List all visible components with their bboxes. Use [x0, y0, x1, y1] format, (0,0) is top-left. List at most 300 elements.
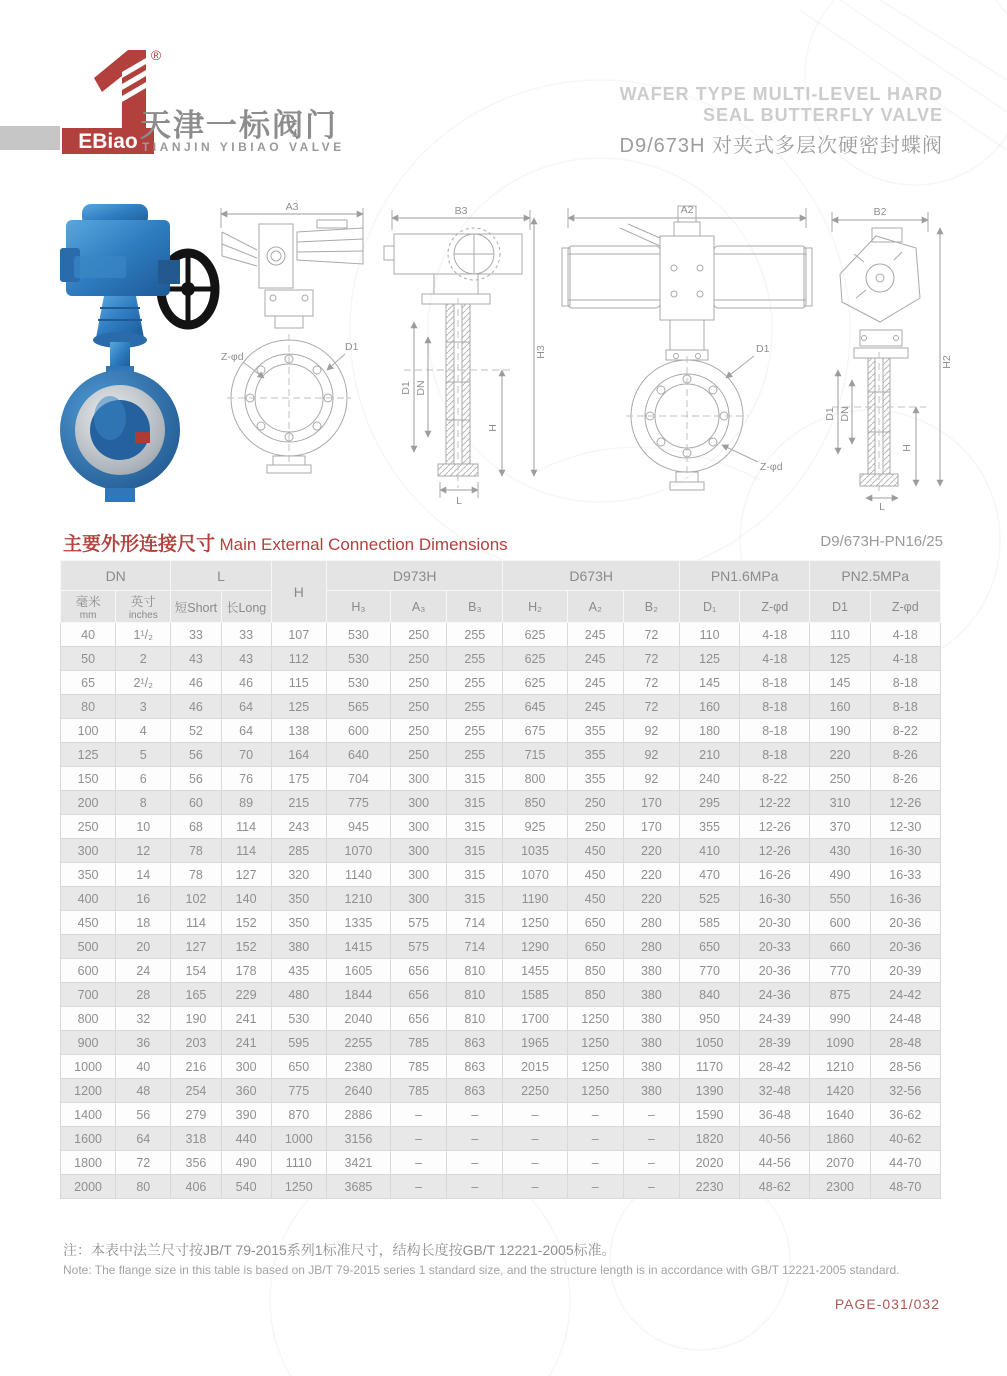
table-cell: 250 — [567, 815, 623, 839]
table-cell: 8-18 — [740, 743, 810, 767]
table-cell: 370 — [810, 815, 870, 839]
table-cell: 2000 — [61, 1175, 116, 1199]
table-cell: 8-26 — [870, 767, 940, 791]
table-cell: 380 — [623, 983, 679, 1007]
table-cell: 1290 — [503, 935, 567, 959]
table-cell: 656 — [391, 959, 447, 983]
table-cell: 530 — [326, 647, 390, 671]
table-cell: 245 — [567, 623, 623, 647]
dim-label-l: L — [879, 501, 885, 510]
table-cell: 1110 — [271, 1151, 326, 1175]
table-cell: 450 — [61, 911, 116, 935]
table-cell: 20-33 — [740, 935, 810, 959]
table-cell: 110 — [810, 623, 870, 647]
table-cell: 14 — [116, 863, 171, 887]
table-cell: 255 — [447, 671, 503, 695]
table-cell: 32-48 — [740, 1079, 810, 1103]
table-cell: 675 — [503, 719, 567, 743]
table-cell: 78 — [171, 839, 221, 863]
table-cell: 1590 — [679, 1103, 739, 1127]
column-header: 毫米 mm — [61, 591, 116, 623]
product-title-block — [620, 84, 944, 158]
column-header: Z-φd — [740, 591, 810, 623]
table-cell: 8-22 — [740, 767, 810, 791]
table-cell: 3685 — [326, 1175, 390, 1199]
table-cell: 210 — [679, 743, 739, 767]
column-group-d973h: D973H — [326, 561, 503, 591]
table-cell: 16-26 — [740, 863, 810, 887]
table-cell: 640 — [326, 743, 390, 767]
table-cell: 8-18 — [740, 671, 810, 695]
table-cell: 245 — [567, 671, 623, 695]
table-cell: 575 — [391, 911, 447, 935]
table-cell: 20-36 — [870, 911, 940, 935]
table-cell: 127 — [221, 863, 271, 887]
table-cell: 406 — [171, 1175, 221, 1199]
valve-drawings — [52, 198, 957, 510]
table-cell: 1250 — [567, 1079, 623, 1103]
table-cell: 704 — [326, 767, 390, 791]
table-cell: 1210 — [326, 887, 390, 911]
table-cell: – — [567, 1175, 623, 1199]
table-cell: 1¹/₂ — [116, 623, 171, 647]
table-cell: 28-48 — [870, 1031, 940, 1055]
table-row — [61, 1055, 941, 1079]
table-cell: 1390 — [679, 1079, 739, 1103]
table-cell: 1400 — [61, 1103, 116, 1127]
table-cell: 1965 — [503, 1031, 567, 1055]
table-cell: 28-56 — [870, 1055, 940, 1079]
table-cell: 40-62 — [870, 1127, 940, 1151]
table-row — [61, 719, 941, 743]
table-cell: 3421 — [326, 1151, 390, 1175]
dim-label-dn: DN — [415, 380, 427, 396]
table-cell: 320 — [271, 863, 326, 887]
registered-mark: ® — [150, 47, 162, 63]
table-row — [61, 1127, 941, 1151]
table-cell: 107 — [271, 623, 326, 647]
table-cell: – — [623, 1151, 679, 1175]
table-cell: – — [567, 1103, 623, 1127]
table-cell: 863 — [447, 1031, 503, 1055]
table-cell: 114 — [221, 815, 271, 839]
table-cell: 715 — [503, 743, 567, 767]
table-cell: 4-18 — [740, 623, 810, 647]
product-title-en-line2: SEAL BUTTERFLY VALVE — [702, 105, 943, 125]
table-cell: 190 — [171, 1007, 221, 1031]
column-header: 英寸 inches — [116, 591, 171, 623]
table-cell: 12-26 — [740, 839, 810, 863]
table-cell: 160 — [679, 695, 739, 719]
table-cell: 250 — [567, 791, 623, 815]
table-cell: 1250 — [271, 1175, 326, 1199]
table-cell: 154 — [171, 959, 221, 983]
table-cell: 138 — [271, 719, 326, 743]
table-cell: 16-30 — [870, 839, 940, 863]
table-cell: 1000 — [271, 1127, 326, 1151]
table-cell: 6 — [116, 767, 171, 791]
table-cell: 43 — [171, 647, 221, 671]
table-cell: 1420 — [810, 1079, 870, 1103]
table-cell: 165 — [171, 983, 221, 1007]
table-cell: 1860 — [810, 1127, 870, 1151]
table-cell: 2040 — [326, 1007, 390, 1031]
column-group-pn2-5mpa: PN2.5MPa — [810, 561, 941, 591]
table-cell: 20-36 — [740, 959, 810, 983]
table-cell: 4-18 — [740, 647, 810, 671]
table-cell: 220 — [623, 863, 679, 887]
table-cell: 140 — [221, 887, 271, 911]
table-cell: 164 — [271, 743, 326, 767]
table-cell: 203 — [171, 1031, 221, 1055]
table-cell: 315 — [447, 815, 503, 839]
table-cell: 12 — [116, 839, 171, 863]
model-code: D9/673H-PN16/25 — [820, 533, 943, 550]
table-cell: 315 — [447, 767, 503, 791]
table-row — [61, 647, 941, 671]
table-cell: 1050 — [679, 1031, 739, 1055]
table-cell: 114 — [171, 911, 221, 935]
table-cell: 12-30 — [870, 815, 940, 839]
table-cell: – — [503, 1175, 567, 1199]
table-cell: 24-36 — [740, 983, 810, 1007]
table-cell: 60 — [171, 791, 221, 815]
table-cell: 12-22 — [740, 791, 810, 815]
table-cell: 2255 — [326, 1031, 390, 1055]
table-cell: 600 — [810, 911, 870, 935]
column-header: B₃ — [447, 591, 503, 623]
table-cell: 355 — [567, 767, 623, 791]
table-cell: 44-56 — [740, 1151, 810, 1175]
table-cell: 254 — [171, 1079, 221, 1103]
table-cell: 650 — [567, 911, 623, 935]
table-cell: 380 — [623, 1031, 679, 1055]
dim-label-h: H — [487, 424, 499, 432]
table-cell: 2250 — [503, 1079, 567, 1103]
section-title-cn: 主要外形连接尺寸 — [63, 534, 216, 555]
company-name-en: TIANJIN YIBIAO VALVE — [142, 140, 345, 154]
table-cell: 300 — [391, 863, 447, 887]
table-cell: 241 — [221, 1007, 271, 1031]
table-cell: 5 — [116, 743, 171, 767]
table-cell: 3156 — [326, 1127, 390, 1151]
table-cell: 355 — [567, 743, 623, 767]
table-cell: 310 — [810, 791, 870, 815]
table-cell: 1090 — [810, 1031, 870, 1055]
table-cell: 250 — [391, 647, 447, 671]
table-cell: – — [567, 1151, 623, 1175]
table-row — [61, 767, 941, 791]
table-cell: 2886 — [326, 1103, 390, 1127]
table-cell: 625 — [503, 671, 567, 695]
table-cell: – — [447, 1103, 503, 1127]
dim-label-z-phid: Z-φd — [221, 351, 244, 363]
table-cell: 28-42 — [740, 1055, 810, 1079]
drawing-pneumatic-front — [562, 204, 812, 490]
table-cell: 250 — [810, 767, 870, 791]
table-cell: 20 — [116, 935, 171, 959]
table-cell: 435 — [271, 959, 326, 983]
section-header — [63, 529, 943, 556]
table-cell: 356 — [171, 1151, 221, 1175]
table-cell: 1700 — [503, 1007, 567, 1031]
dim-label-d1: D1 — [400, 381, 412, 395]
table-cell: 1070 — [326, 839, 390, 863]
company-name-cn: 天津一标阀门 — [140, 108, 338, 143]
table-cell: 650 — [567, 935, 623, 959]
table-cell: 280 — [623, 935, 679, 959]
table-cell: 875 — [810, 983, 870, 1007]
table-cell: 285 — [271, 839, 326, 863]
table-cell: 1800 — [61, 1151, 116, 1175]
table-cell: 28-39 — [740, 1031, 810, 1055]
dim-label-b3: B3 — [454, 205, 468, 217]
table-cell: 480 — [271, 983, 326, 1007]
table-cell: 72 — [623, 647, 679, 671]
table-cell: 925 — [503, 815, 567, 839]
table-cell: – — [623, 1175, 679, 1199]
table-row — [61, 1175, 941, 1199]
table-cell: 112 — [271, 647, 326, 671]
table-row — [61, 959, 941, 983]
dim-label-h: H — [901, 444, 913, 452]
product-title-cn: D9/673H 对夹式多层次硬密封蝶阀 — [619, 135, 943, 157]
table-cell: 80 — [61, 695, 116, 719]
table-cell: 595 — [271, 1031, 326, 1055]
table-cell: 52 — [171, 719, 221, 743]
table-cell: – — [391, 1127, 447, 1151]
table-cell: 72 — [623, 671, 679, 695]
table-cell: 1250 — [503, 911, 567, 935]
column-header: 短Short — [171, 591, 221, 623]
table-cell: 215 — [271, 791, 326, 815]
table-cell: 575 — [391, 935, 447, 959]
table-cell: 240 — [679, 767, 739, 791]
table-row — [61, 983, 941, 1007]
table-cell: 300 — [221, 1055, 271, 1079]
table-cell: 1190 — [503, 887, 567, 911]
table-row — [61, 911, 941, 935]
table-cell: 470 — [679, 863, 739, 887]
table-row — [61, 1079, 941, 1103]
table-cell: 1250 — [567, 1031, 623, 1055]
table-cell: 1200 — [61, 1079, 116, 1103]
table-cell: – — [503, 1151, 567, 1175]
table-cell: 36 — [116, 1031, 171, 1055]
table-row — [61, 839, 941, 863]
table-cell: 300 — [391, 767, 447, 791]
table-cell: – — [447, 1175, 503, 1199]
table-cell: 318 — [171, 1127, 221, 1151]
section-title-en: Main External Connection Dimensions — [219, 535, 508, 554]
table-cell: 89 — [221, 791, 271, 815]
table-cell: 50 — [61, 647, 116, 671]
table-cell: 48-70 — [870, 1175, 940, 1199]
table-cell: 1415 — [326, 935, 390, 959]
table-cell: 490 — [810, 863, 870, 887]
table-cell: 656 — [391, 983, 447, 1007]
table-cell: 4-18 — [870, 623, 940, 647]
dim-label-l: L — [456, 495, 462, 507]
table-cell: 44-70 — [870, 1151, 940, 1175]
table-cell: 48 — [116, 1079, 171, 1103]
table-cell: 24-39 — [740, 1007, 810, 1031]
table-cell: – — [503, 1127, 567, 1151]
table-cell: 8-18 — [740, 695, 810, 719]
table-cell: 625 — [503, 623, 567, 647]
table-cell: 64 — [221, 695, 271, 719]
table-cell: 245 — [567, 647, 623, 671]
dim-label-b2: B2 — [873, 206, 887, 218]
column-group-d673h: D673H — [503, 561, 680, 591]
table-cell: 863 — [447, 1055, 503, 1079]
table-cell: 20-36 — [870, 935, 940, 959]
dim-label-dn: DN — [839, 406, 851, 422]
table-cell: 78 — [171, 863, 221, 887]
table-cell: 785 — [391, 1031, 447, 1055]
dimensions-table — [60, 560, 941, 1199]
table-cell: 279 — [171, 1103, 221, 1127]
table-cell: 20-30 — [740, 911, 810, 935]
table-cell: 714 — [447, 911, 503, 935]
table-cell: 525 — [679, 887, 739, 911]
table-cell: 150 — [61, 767, 116, 791]
table-cell: 1250 — [567, 1055, 623, 1079]
table-cell: 810 — [447, 1007, 503, 1031]
table-row — [61, 1151, 941, 1175]
table-cell: 64 — [221, 719, 271, 743]
table-cell: 1820 — [679, 1127, 739, 1151]
table-cell: 280 — [623, 911, 679, 935]
table-cell: 16-30 — [740, 887, 810, 911]
table-cell: 650 — [271, 1055, 326, 1079]
table-cell: 8-18 — [870, 671, 940, 695]
table-cell: 1585 — [503, 983, 567, 1007]
table-row — [61, 887, 941, 911]
table-cell: 8-22 — [870, 719, 940, 743]
table-cell: 1250 — [567, 1007, 623, 1031]
table-cell: 40 — [116, 1055, 171, 1079]
column-header: B₂ — [623, 591, 679, 623]
table-row — [61, 1007, 941, 1031]
table-cell: 600 — [326, 719, 390, 743]
table-cell: – — [503, 1103, 567, 1127]
table-cell: 68 — [171, 815, 221, 839]
table-cell: 152 — [221, 911, 271, 935]
table-cell: 550 — [810, 887, 870, 911]
table-cell: 250 — [391, 743, 447, 767]
table-cell: 33 — [221, 623, 271, 647]
table-cell: 250 — [391, 671, 447, 695]
table-cell: 48-62 — [740, 1175, 810, 1199]
column-header: H₃ — [326, 591, 390, 623]
table-cell: 18 — [116, 911, 171, 935]
table-cell: 950 — [679, 1007, 739, 1031]
drawing-electric-side — [384, 205, 547, 507]
table-cell: 2300 — [810, 1175, 870, 1199]
column-header: 长Long — [221, 591, 271, 623]
table-cell: 380 — [623, 1055, 679, 1079]
table-row — [61, 935, 941, 959]
table-cell: 850 — [503, 791, 567, 815]
table-cell: 92 — [623, 719, 679, 743]
table-cell: 300 — [391, 815, 447, 839]
column-group-pn1-6mpa: PN1.6MPa — [679, 561, 809, 591]
table-cell: 350 — [271, 887, 326, 911]
table-cell: 315 — [447, 839, 503, 863]
table-cell: 3 — [116, 695, 171, 719]
table-cell: 10 — [116, 815, 171, 839]
table-cell: 100 — [61, 719, 116, 743]
table-cell: 315 — [447, 887, 503, 911]
drawing-electric-front — [221, 201, 363, 473]
table-cell: 785 — [391, 1079, 447, 1103]
table-cell: 315 — [447, 863, 503, 887]
table-cell: 200 — [61, 791, 116, 815]
table-cell: 250 — [61, 815, 116, 839]
table-cell: 2020 — [679, 1151, 739, 1175]
table-cell: 243 — [271, 815, 326, 839]
dim-label-h2: H2 — [941, 355, 953, 369]
column-header: A₂ — [567, 591, 623, 623]
table-cell: 170 — [623, 815, 679, 839]
table-cell: 64 — [116, 1127, 171, 1151]
table-cell: 770 — [810, 959, 870, 983]
table-cell: 145 — [679, 671, 739, 695]
table-cell: 300 — [391, 839, 447, 863]
dim-label-d1: D1 — [824, 407, 836, 421]
column-group-h: H — [271, 561, 326, 623]
table-cell: 24-48 — [870, 1007, 940, 1031]
table-cell: – — [391, 1103, 447, 1127]
table-cell: 46 — [171, 695, 221, 719]
table-cell: 190 — [810, 719, 870, 743]
table-row — [61, 815, 941, 839]
table-row — [61, 671, 941, 695]
table-cell: 350 — [61, 863, 116, 887]
table-cell: 12-26 — [740, 815, 810, 839]
table-cell: 600 — [61, 959, 116, 983]
table-cell: 33 — [171, 623, 221, 647]
table-row — [61, 623, 941, 647]
footnote-en: Note: The flange size in this table is based on JB/T 79-2015 series 1 standard size, and the structure length is in accordance with GB/T 12221-2005 standard. — [63, 1263, 900, 1277]
column-header: A₃ — [391, 591, 447, 623]
table-cell: 125 — [810, 647, 870, 671]
table-cell: 840 — [679, 983, 739, 1007]
table-cell: 800 — [61, 1007, 116, 1031]
table-cell: 300 — [61, 839, 116, 863]
table-cell: 450 — [567, 839, 623, 863]
table-cell: – — [447, 1127, 503, 1151]
table-cell: 20-39 — [870, 959, 940, 983]
table-row — [61, 743, 941, 767]
table-cell: – — [567, 1127, 623, 1151]
table-cell: 56 — [116, 1103, 171, 1127]
table-cell: 2 — [116, 647, 171, 671]
table-cell: 700 — [61, 983, 116, 1007]
table-cell: 540 — [221, 1175, 271, 1199]
table-cell: 114 — [221, 839, 271, 863]
table-cell: 1455 — [503, 959, 567, 983]
table-cell: 990 — [810, 1007, 870, 1031]
table-cell: 255 — [447, 695, 503, 719]
table-cell: 355 — [679, 815, 739, 839]
table-cell: 32 — [116, 1007, 171, 1031]
table-cell: 440 — [221, 1127, 271, 1151]
table-cell: 125 — [61, 743, 116, 767]
table-cell: 315 — [447, 791, 503, 815]
dim-label-h3: H3 — [535, 345, 547, 359]
